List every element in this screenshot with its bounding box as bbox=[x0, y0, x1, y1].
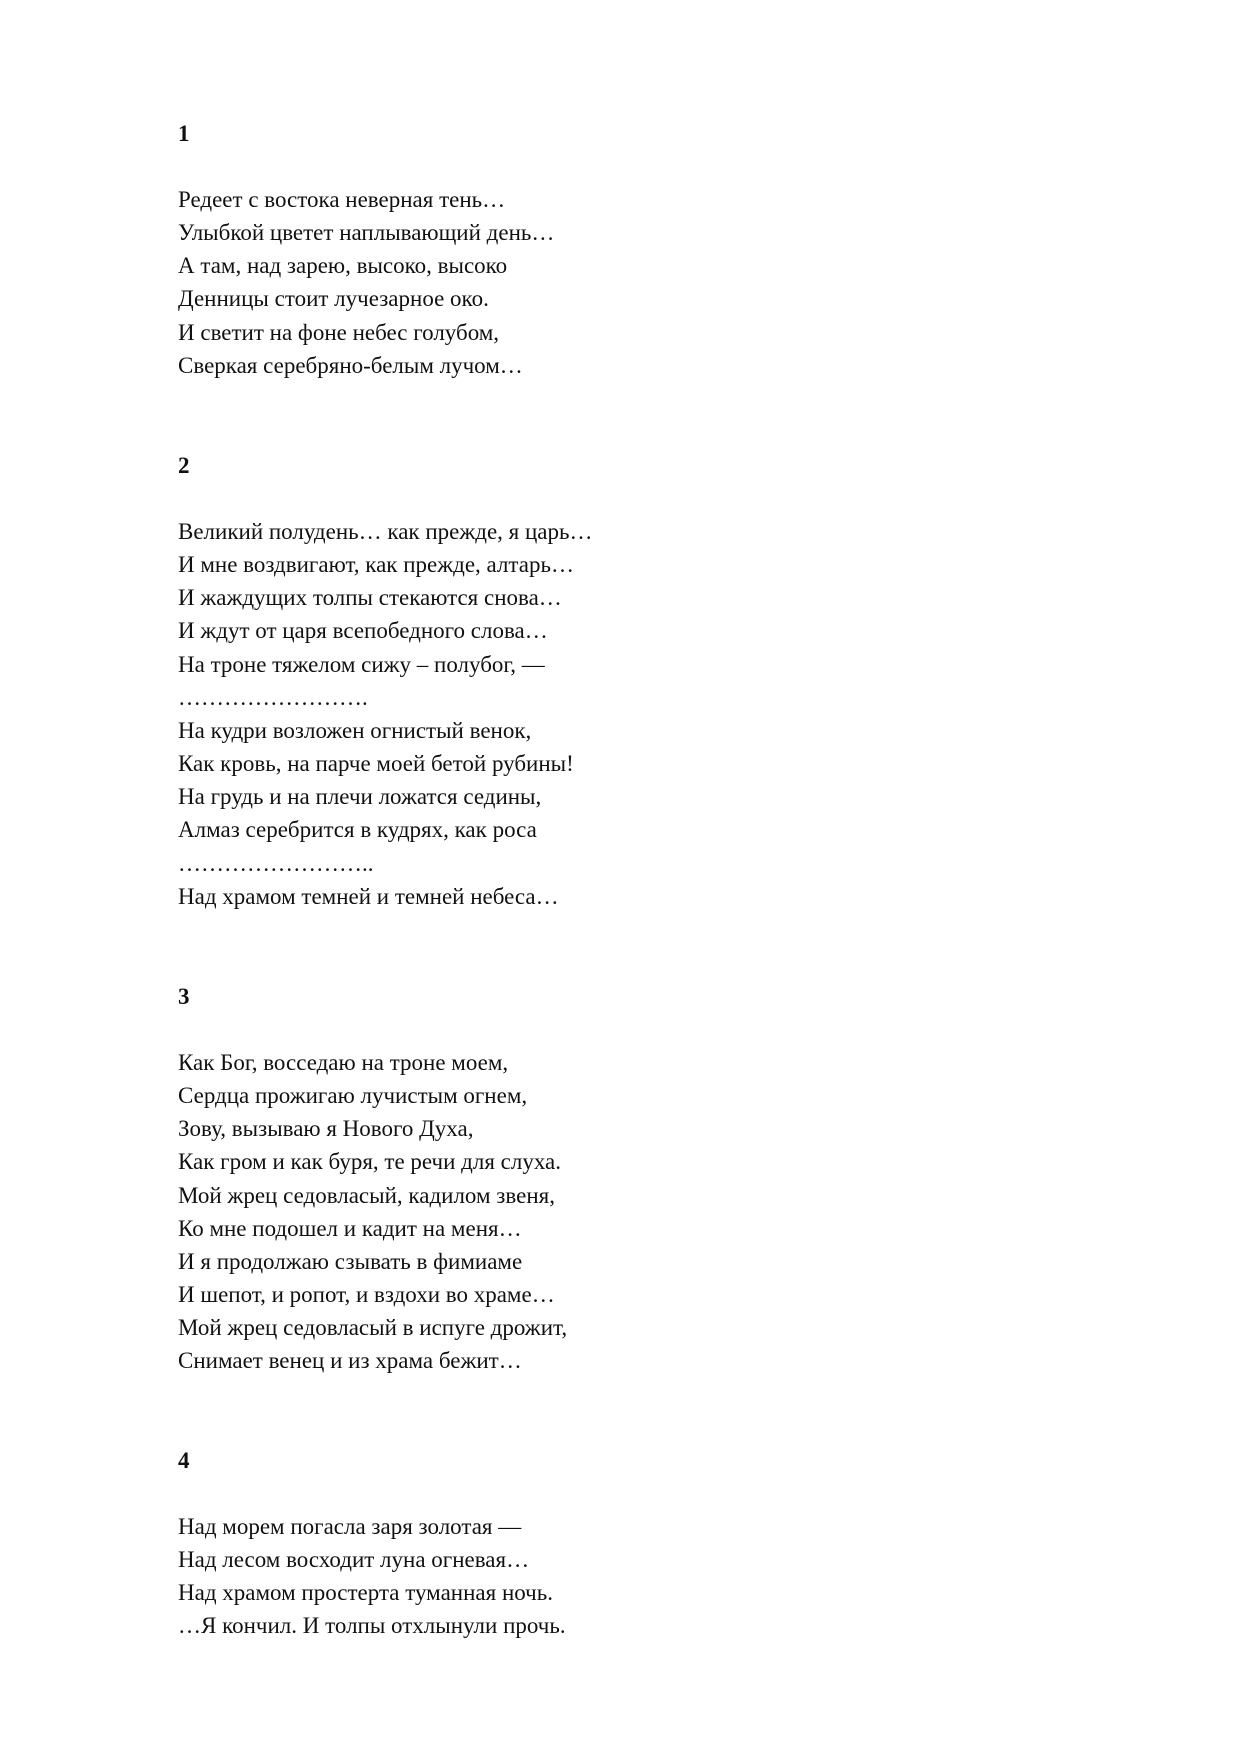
verse-line: Мой жрец седовласый, кадилом звеня, bbox=[178, 1182, 555, 1208]
verse-line: Ко мне подошел и кадит на меня… bbox=[178, 1215, 522, 1241]
verse-line: Алмаз серебрится в кудрях, как роса bbox=[178, 817, 537, 843]
verse-line: Зову, вызываю я Нового Духа, bbox=[178, 1116, 474, 1142]
verse-line: Над храмом темней и темней небеса… bbox=[178, 883, 559, 909]
verse-line: Денницы стоит лучезарное око. bbox=[178, 286, 489, 312]
verse-line: Мой жрец седовласый в испуге дрожит, bbox=[178, 1315, 568, 1341]
verse-line: …Я кончил. И толпы отхлынули прочь. bbox=[178, 1613, 566, 1639]
verse-line: И шепот, и ропот, и вздохи во храме… bbox=[178, 1282, 555, 1308]
verse-line: На грудь и на плечи ложатся седины, bbox=[178, 784, 542, 810]
verse-line: И ждут от царя всепобедного слова… bbox=[178, 618, 548, 644]
verse-line: Редеет с востока неверная тень… bbox=[178, 187, 506, 212]
verse-line: И жаждущих толпы стекаются снова… bbox=[178, 585, 562, 611]
verse-line: Сердца прожигаю лучистым огнем, bbox=[178, 1083, 528, 1109]
verse-line: Великий полудень… как прежде, я царь… bbox=[178, 519, 593, 544]
verse-line: Как Бог, восседаю на троне моем, bbox=[178, 1050, 509, 1075]
verse-line: Над лесом восходит луна огневая… bbox=[178, 1547, 530, 1573]
verse-line: …………………….. bbox=[178, 850, 374, 876]
poem-section-4 bbox=[178, 1444, 566, 1643]
section-number: 2 bbox=[178, 453, 190, 478]
verse-line: Снимает венец и из храма бежит… bbox=[178, 1348, 522, 1374]
poem-section-3 bbox=[178, 980, 567, 1378]
verse-line: Сверкая серебряно-белым лучом… bbox=[178, 352, 523, 378]
section-number: 1 bbox=[178, 121, 190, 146]
poem-section-1 bbox=[178, 117, 554, 382]
verse-line: И мне воздвигают, как прежде, алтарь… bbox=[178, 552, 574, 578]
verse-line: Над храмом простерта туманная ночь. bbox=[178, 1580, 553, 1606]
verse-line: Над морем погасла заря золотая — bbox=[178, 1514, 522, 1539]
stanza bbox=[178, 183, 554, 382]
verse-line: Как кровь, на парче моей бетой рубины! bbox=[178, 751, 574, 777]
stanza bbox=[178, 1510, 566, 1643]
section-number: 3 bbox=[178, 984, 190, 1009]
verse-line: И светит на фоне небес голубом, bbox=[178, 319, 500, 345]
verse-line: А там, над зарею, высоко, высоко bbox=[178, 253, 508, 279]
section-number: 4 bbox=[178, 1448, 190, 1473]
verse-line: И я продолжаю сзывать в фимиаме bbox=[178, 1248, 523, 1274]
poem-section-2 bbox=[178, 449, 592, 913]
stanza bbox=[178, 1046, 567, 1378]
verse-line: ……………………. bbox=[178, 684, 368, 710]
verse-line: Улыбкой цветет наплывающий день… bbox=[178, 220, 555, 246]
stanza bbox=[178, 515, 592, 913]
verse-line: На кудри возложен огнистый венок, bbox=[178, 717, 532, 743]
verse-line: На троне тяжелом сижу – полубог, — bbox=[178, 651, 545, 677]
verse-line: Как гром и как буря, те речи для слуха. bbox=[178, 1149, 562, 1175]
